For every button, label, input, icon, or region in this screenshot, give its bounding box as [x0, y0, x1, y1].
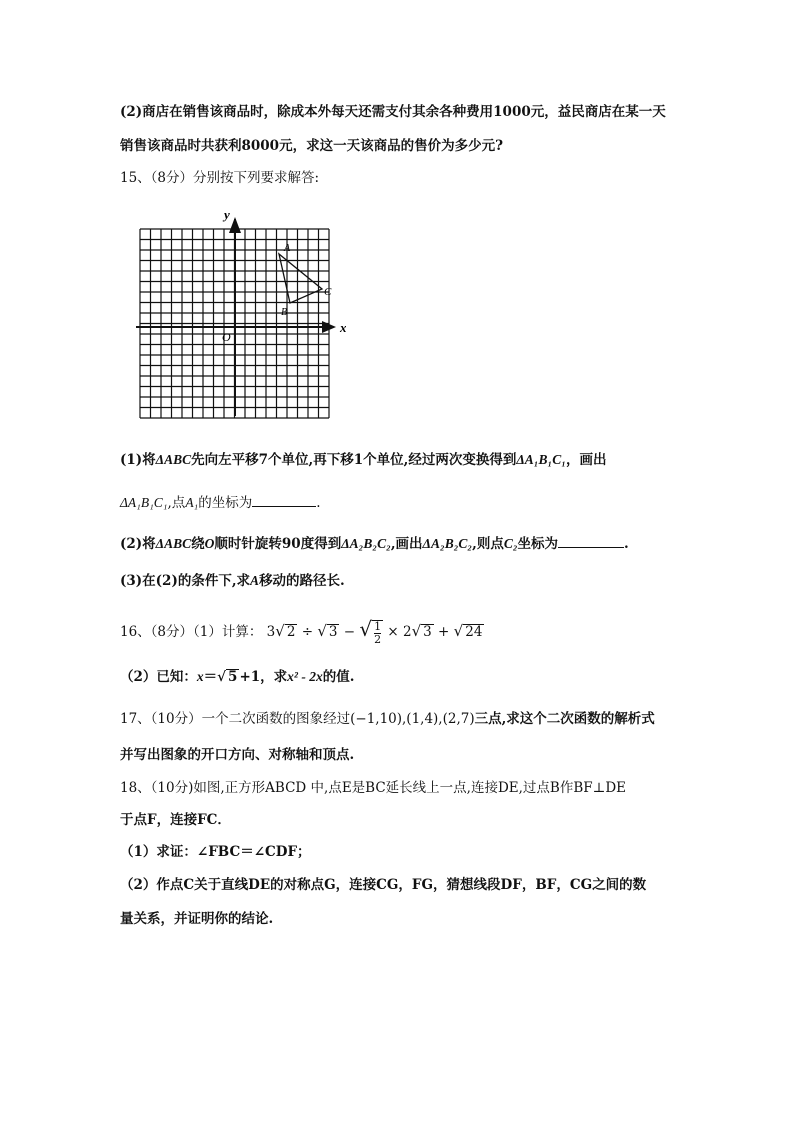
q16-p2-expression: x² - 2x [287, 669, 323, 684]
q15-p2-text-e: ,则点 [472, 536, 504, 552]
triangle-abc [279, 254, 322, 303]
q16-expr-radicand-24: 24 [465, 624, 483, 640]
q15-part3-line [120, 572, 345, 590]
q16-p2-x: x [196, 669, 204, 684]
q15-p1-text-a: (1)将 [120, 452, 156, 468]
sqrt-icon: √ [411, 622, 422, 640]
q15-p3-text-b: 移动的路径长. [259, 573, 345, 589]
q18-line1: 18、（10分)如图,正方形ABCD 中,点E是BC延长线上一点,连接DE,过点B作BF⊥DE [120, 780, 627, 796]
q15-p1-l2-text-b: 的坐标为 [198, 495, 253, 511]
q15-part2-line [120, 535, 629, 553]
q15-p1-text-b: 先向左平移7个单位,再下移1个单位,经过两次变换得到 [191, 452, 517, 468]
q16-frac-den: 2 [374, 632, 382, 646]
q16-expr-times: × 2 [383, 624, 412, 640]
point-a-label: A [284, 243, 291, 254]
sqrt-icon: √ [217, 669, 227, 685]
q15-p2-end: . [624, 536, 629, 552]
q16-expr-minus: − [339, 624, 360, 640]
y-axis-arrow-icon [229, 217, 241, 233]
q16-expr-radicand-2: 2 [286, 624, 296, 640]
q15-p2-triangle-a2b2c2-2: ΔA₂B₂C₂ [422, 536, 473, 551]
q16-p2-radicand-5: 5 [228, 669, 238, 685]
q15-p2-triangle-a2b2c2: ΔA₂B₂C₂ [341, 536, 391, 551]
q17-line2: 并写出图象的开口方向、对称轴和顶点. [120, 747, 355, 763]
q15-p2-text-f: 坐标为 [517, 536, 559, 552]
q15-header: 15、（8分）分别按下列要求解答: [120, 170, 320, 186]
q16-part2-line [120, 668, 354, 686]
origin-label: O [222, 330, 231, 344]
q15-p1-text-c: ，画出 [565, 452, 607, 468]
q15-p2-text-c: 顺时针旋转90度得到 [214, 536, 342, 552]
q16-p2-text-a: （2）已知： [120, 669, 197, 685]
q17-text-b: 三点,求这个二次函数的解析式 [474, 711, 655, 727]
q16-expr-coef: 3 [266, 624, 276, 640]
q16-frac-num: 1 [374, 619, 382, 633]
sqrt-icon: √ [275, 622, 285, 640]
q15-p3-text-a: (3)在(2)的条件下,求 [120, 573, 251, 589]
q15-triangle-a1b1c1-2: ΔA₁B₁C₁ [120, 495, 168, 510]
q15-p2-triangle-abc: ΔABC [155, 536, 192, 551]
q15-p2-text-b: 绕 [191, 536, 205, 552]
q17-points: (−1,10),(1,4),(2,7) [350, 711, 475, 727]
sqrt-icon: √ [359, 617, 373, 641]
q15-p3-point-a: A [250, 573, 260, 588]
q16-part1-line [120, 616, 484, 646]
q15-triangle-a1b1c1: ΔA₁B₁C₁ [516, 452, 566, 467]
q16-expr-radicand-3b: 3 [423, 624, 432, 640]
q14-part2-line1: (2)商店在销售该商品时，除成本外每天还需支付其余各种费用1000元，益民商店在某一天 [120, 104, 666, 120]
q15-p2-point-o: O [204, 536, 215, 551]
q15-triangle-abc: ΔABC [155, 452, 192, 467]
q16-expr-fraction [372, 620, 383, 646]
q17-text-a: 17、（10分）一个二次函数的图象经过 [120, 711, 351, 727]
q16-header: 16、（8分）（1）计算： [120, 624, 263, 640]
q16-expr-plus: + [433, 624, 454, 640]
q15-answer-blank-2[interactable] [558, 535, 624, 548]
q14-part2-line2: 销售该商品时共获利8000元，求这一天该商品的售价为多少元? [120, 138, 503, 154]
q18-line4: （2）作点C关于直线DE的对称点G，连接CG，FG，猜想线段DF，BF，CG之间的数 [120, 877, 647, 893]
q15-p2-text-d: ,画出 [390, 536, 423, 552]
q16-expr-div: ÷ [297, 624, 318, 640]
point-b-label: B [281, 307, 288, 318]
sqrt-icon: √ [317, 622, 327, 640]
q16-expr-radicand-3: 3 [328, 624, 338, 640]
q15-p2-point-c2: C₂ [503, 536, 518, 551]
point-c-label: C [324, 286, 332, 298]
x-axis-label: x [340, 320, 346, 335]
q16-p2-eq: ＝ [203, 669, 218, 685]
q17-line1 [120, 710, 655, 728]
q15-p1-l2-text-a: ,点 [167, 495, 186, 511]
q16-p2-text-b: +1，求 [239, 669, 288, 685]
q15-part1-line2 [120, 494, 321, 512]
q16-p2-text-c: 的值. [322, 669, 355, 685]
q15-point-a1: A₁ [185, 495, 199, 510]
coordinate-grid-figure [136, 205, 346, 420]
y-axis-label: y [224, 207, 230, 222]
q15-p1-l2-end: . [316, 495, 321, 511]
sqrt-icon: √ [453, 622, 464, 640]
q18-line2: 于点F，连接FC． [120, 812, 231, 828]
q18-line3: （1）求证：∠FBC＝∠CDF； [120, 844, 311, 860]
q15-p2-text-a: (2)将 [120, 536, 156, 552]
q15-answer-blank-1[interactable] [252, 494, 316, 507]
q18-line5: 量关系，并证明你的结论. [120, 911, 274, 927]
q15-part1-line1 [120, 451, 606, 469]
